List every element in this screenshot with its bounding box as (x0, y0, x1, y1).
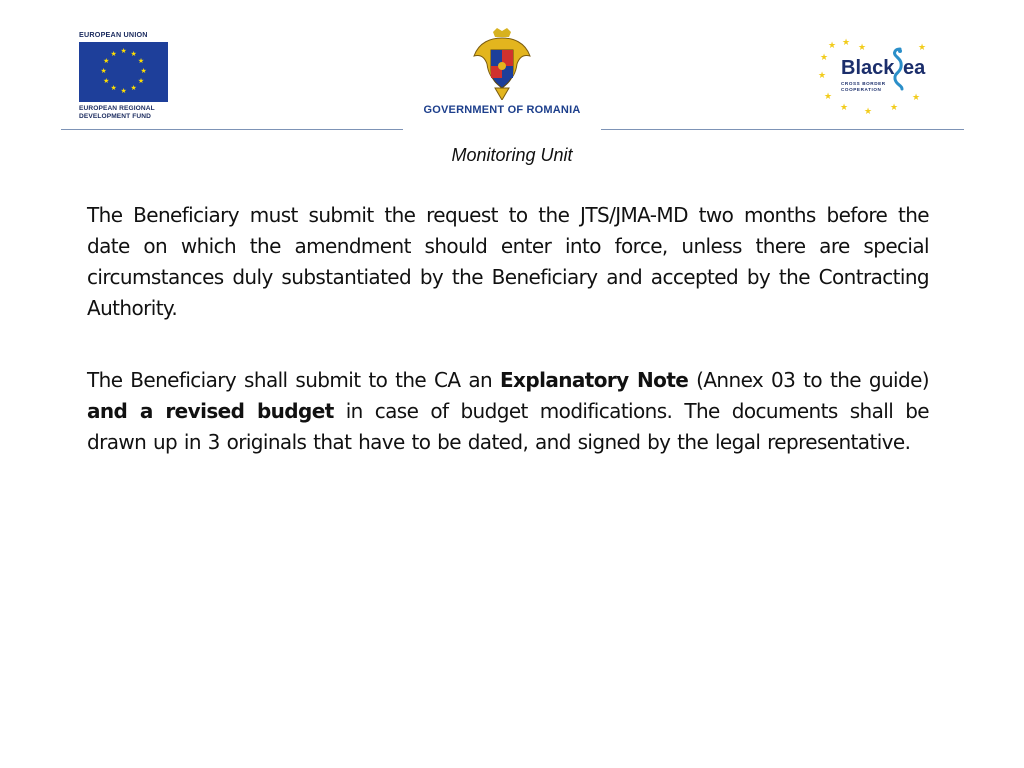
slide-body (87, 200, 929, 499)
eu-logo (79, 30, 179, 121)
eu-star-icon: ★ (103, 78, 110, 85)
star-icon: ★ (828, 40, 837, 50)
header-divider-right (601, 129, 964, 130)
eu-star-icon: ★ (110, 85, 117, 93)
eu-flag-icon (79, 42, 168, 102)
black-sea-logo-subtitle-2: COOPERATION (841, 87, 882, 92)
government-logo-text: GOVERNMENT OF ROMANIA (423, 104, 581, 116)
black-sea-logo-word-black: Black (841, 57, 895, 79)
eu-logo-top-text: EUROPEAN UNION (79, 30, 148, 39)
romania-coat-of-arms-icon (471, 28, 533, 100)
eu-logo-bottom-text (79, 105, 179, 121)
black-sea-logo (818, 37, 944, 119)
star-icon: ★ (842, 37, 851, 47)
paragraph-2-text-3: in case of budget modifications. The documents shall be drawn up in 3 originals that have to be dated, and signed by the legal representative. (87, 399, 929, 454)
star-icon: ★ (824, 91, 833, 101)
eu-star-icon: ★ (100, 68, 107, 75)
eu-logo-bottom-line-2: DEVELOPMENT FUND (79, 113, 151, 120)
black-sea-logo-subtitle-1: CROSS BORDER (841, 81, 886, 86)
star-icon: ★ (858, 42, 867, 52)
star-icon: ★ (818, 70, 827, 80)
star-icon: ★ (890, 102, 899, 112)
revised-budget-bold: and a revised budget (87, 399, 334, 423)
page-title: Monitoring Unit (451, 145, 573, 165)
eu-star-icon: ★ (137, 58, 145, 65)
star-icon: ★ (840, 102, 849, 112)
star-icon: ★ (918, 42, 927, 52)
paragraph-2-text-1: The Beneficiary shall submit to the CA an (87, 368, 500, 392)
paragraph-1: The Beneficiary must submit the request to the JTS/JMA-MD two months before the date on which the amendment should enter into force, unless there are special circumstances duly substantiated by the Beneficiary and accepted by the Contracting Authority. (87, 203, 929, 320)
eu-star-icon: ★ (130, 85, 137, 93)
paragraph-2 (87, 365, 929, 458)
black-sea-logo-word-sea: ea (903, 57, 926, 79)
eu-star-icon: ★ (137, 78, 145, 85)
eu-star-icon: ★ (130, 50, 137, 58)
eu-star-icon: ★ (120, 48, 127, 55)
header-divider-left (61, 129, 403, 130)
star-icon: ★ (912, 92, 921, 102)
eu-star-icon: ★ (110, 50, 117, 58)
eu-star-icon: ★ (140, 68, 147, 75)
government-logo (403, 28, 601, 116)
eu-star-icon: ★ (120, 88, 127, 95)
eu-star-icon: ★ (103, 58, 110, 65)
eu-logo-bottom-line-1: EUROPEAN REGIONAL (79, 105, 155, 112)
black-sea-logo-subtitle (841, 81, 886, 93)
star-icon: ★ (864, 106, 873, 116)
explanatory-note-bold: Explanatory Note (499, 368, 689, 392)
paragraph-2-text-2: (Annex 03 to the guide) (688, 368, 929, 392)
star-icon: ★ (820, 52, 829, 62)
